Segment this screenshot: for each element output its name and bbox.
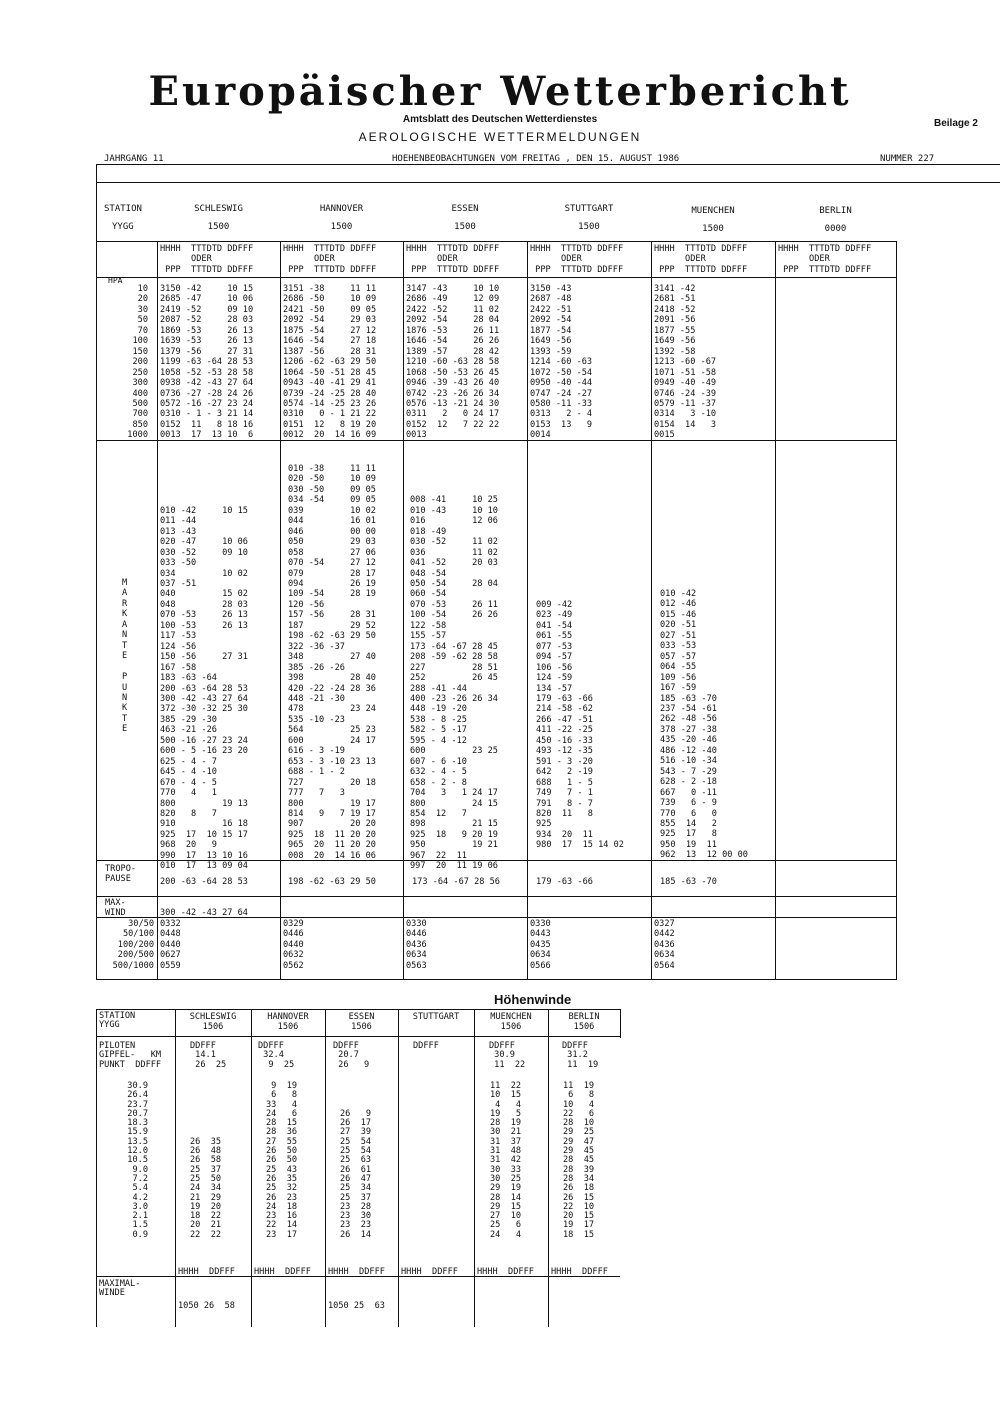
tropopause-value: 198 -62 -63 29 50 <box>288 877 376 887</box>
hw-station-time: 1506 <box>573 1022 595 1032</box>
significant-points-data: 009 -42 023 -49 041 -54 061 -55 077 -53 094 -57 106 -56 124 -59 134 -57 179 -63 -66 214 -58 -62 266 -47 -51 411 -22 -25 450 -16 -33 493 -12 -35 591 - 3 -20 642 2 -19 688 1 - 5 749 7 - 1 791 8 - 7 820 11 8 925 934 20 11 980 17 15 14 02 <box>536 599 624 851</box>
wind-heights: 30.9 26.4 23.7 20.7 18.3 15.9 13.5 12.0 10.5 9.0 7.2 5.4 4.2 3.0 2.1 1.5 0.9 <box>127 1081 148 1240</box>
hw-station-name: SCHLESWIG <box>189 1012 237 1022</box>
pilot-values: DDFFF 14.1 26 25 <box>190 1041 227 1070</box>
page-title: Europäischer Wetterbericht <box>148 68 852 115</box>
hw-station-name: HANNOVER <box>267 1012 309 1022</box>
significant-points-data: 008 -41 10 25 010 -43 10 10 016 12 06 018 -49 030 -52 11 02 036 11 02 041 -52 20 03 048 -54 050 -54 28 04 060 -54 070 -53 26 11 100 -54 26 26 122 -58 155 -57 173 -64 -67 28 45 208 -59 -62 28 58 227 28 51 252 26 45 288 -41 -44 400 -23 -26 26 34 448 -19 -20 538 - 8 -25 582 - 5 -17 595 - 4 -12 600 23 25 607 - 6 -10 632 - 4 - 5 658 - 2 - 8 704 3 1 24 17 800 24 15 854 12 7 898 21 15 925 18 9 20 19 950 19 21 967 22 11 997 20 11 19 06 <box>410 495 498 872</box>
column-code-header: HHHH TTTDTD DDFFF ODER PPP TTTDTD DDFFF <box>530 244 624 275</box>
hw-station-name: MUENCHEN <box>490 1012 532 1022</box>
max-wind-header: HHHH DDFFF <box>401 1267 458 1277</box>
standard-level-data: 3150 -42 10 15 2685 -47 10 06 2419 -52 09 10 2087 -52 28 03 1869 -53 26 13 1639 -53 26 13 1379 -56 27 31 1199 -63 -64 28 53 1058 -52 -53 28 58 0938 -42 -43 27 64 0736 -27 -28 24 26 0572 -16 -27 23 24 0310 - 1 - 3 21 14 0152 11 8 18 16 0013 17 13 10 6 <box>160 284 254 441</box>
column-code-header: HHHH TTTDTD DDFFF ODER PPP TTTDTD DDFFF <box>406 244 500 275</box>
jahrgang-label: JAHRGANG 11 <box>104 154 164 164</box>
significant-points-data: 010 -38 11 11 020 -50 10 09 030 -50 09 05 034 -54 09 05 039 10 02 044 16 01 046 00 00 050 29 03 058 27 06 070 -54 27 12 079 28 17 094 26 19 109 -54 28 19 120 -56 157 -56 28 31 187 29 52 198 -62 -63 29 50 322 -36 -37 348 27 40 385 -26 -26 398 28 40 420 -22 -24 28 36 448 -21 -30 478 23 24 535 -10 -23 564 25 23 600 24 17 616 - 3 -19 653 - 3 -10 23 13 688 - 1 - 2 727 20 18 777 7 3 800 19 17 814 9 7 19 17 907 20 20 925 18 11 20 20 965 20 11 20 20 008 20 14 16 06 <box>288 464 376 861</box>
station-time: 1500 <box>330 222 353 232</box>
wind-values: 26 35 26 48 26 58 25 37 25 50 24 34 21 29 19 20 18 22 20 21 22 22 <box>190 1136 222 1240</box>
max-wind-header: HHHH DDFFF <box>254 1267 311 1277</box>
wind-values: 11 19 6 8 10 4 22 6 28 10 29 25 29 47 29 45 28 45 28 39 28 34 26 18 26 15 22 10 20 15 19 17 18 15 <box>563 1081 595 1240</box>
column-code-header: HHHH TTTDTD DDFFF ODER PPP TTTDTD DDFFF <box>654 244 748 275</box>
hoehenwinde-title: Höhenwinde <box>494 992 572 1007</box>
observation-date: HOEHENBEOBACHTUNGEN VOM FREITAG , DEN 15. AUGUST 1986 <box>392 154 680 164</box>
max-wind-value: 1050 25 63 <box>328 1301 385 1311</box>
maxwind-value: 300 -42 -43 27 64 <box>160 908 248 918</box>
page-subtitle: Amtsblatt des Deutschen Wetterdienstes <box>402 114 598 125</box>
standard-level-data: 3141 -42 2681 -51 2418 -52 2091 -56 1877 -55 1649 -56 1392 -58 1213 -60 -67 1071 -51 -58 0949 -40 -49 0746 -24 -39 0579 -11 -37 0314 3 -10 0154 14 3 0015 <box>654 284 717 441</box>
station-time: 1500 <box>578 222 600 232</box>
pilot-values: DDFFF 30.9 11 22 <box>489 1041 526 1070</box>
layer-values: 0330 0443 0435 0634 0566 <box>530 919 551 971</box>
layer-values: 0332 0448 0440 0627 0559 <box>160 919 181 971</box>
station-name: SCHLESWIG <box>194 204 243 214</box>
station-name: ESSEN <box>451 204 479 214</box>
yygg-label: YYGG <box>112 222 134 232</box>
wind-values: 26 9 26 17 27 39 25 54 25 54 25 63 26 61 26 47 25 34 25 37 23 28 23 30 23 23 26 14 <box>340 1108 372 1240</box>
hw-station-time: 1506 <box>500 1022 522 1032</box>
standard-level-data: 3150 -43 2687 -48 2422 -51 2092 -54 1877 -54 1649 -56 1393 -59 1214 -60 -63 1072 -50 -54 0950 -40 -44 0747 -24 -27 0580 -11 -33 0313 2 - 4 0153 13 9 0014 <box>530 284 593 441</box>
tropopause-value: 200 -63 -64 28 53 <box>160 877 248 887</box>
max-wind-header: HHHH DDFFF <box>328 1267 385 1277</box>
pressure-levels: 10 20 30 50 70 100 150 200 250 300 400 500 700 850 1000 <box>127 284 148 441</box>
max-wind-header: HHHH DDFFF <box>477 1267 534 1277</box>
layer-values: 0329 0446 0440 0632 0562 <box>283 919 304 971</box>
issue-number: NUMMER 227 <box>880 154 935 164</box>
max-wind-header: HHHH DDFFF <box>551 1267 608 1277</box>
station-time: 1500 <box>702 224 724 234</box>
station-name: HANNOVER <box>319 204 364 214</box>
section-title: AEROLOGISCHE WETTERMELDUNGEN <box>358 130 642 144</box>
pilot-values: DDFFF 32.4 9 25 <box>258 1041 295 1070</box>
hw-station-name: ESSEN <box>348 1012 375 1022</box>
hw-station-label: STATION YYGG <box>99 1011 136 1031</box>
standard-level-data: 3151 -38 11 11 2686 -50 10 09 2421 -50 09 05 2092 -54 29 03 1875 -54 27 12 1646 -54 27 18 1387 -56 28 31 1206 -62 -63 29 50 1064 -50 -51 28 45 0943 -40 -41 29 41 0739 -24 -25 28 40 0574 -14 -25 23 26 0310 0 - 1 21 22 0151 12 8 19 20 0012 20 14 16 09 <box>283 284 377 441</box>
tropopause-label: TROPO- PAUSE <box>105 864 137 885</box>
station-label: STATION <box>104 204 142 214</box>
pilot-label: PILOTEN GIPFEL- KM PUNKT DDFFF <box>99 1041 162 1070</box>
max-wind-value: 1050 26 58 <box>178 1301 235 1311</box>
column-code-header: HHHH TTTDTD DDFFF ODER PPP TTTDTD DDFFF <box>778 244 872 275</box>
station-name: BERLIN <box>819 206 852 216</box>
pilot-values: DDFFF <box>413 1041 439 1051</box>
hw-station-name: STUTTGART <box>412 1012 460 1022</box>
standard-level-data: 3147 -43 10 10 2686 -49 12 09 2422 -52 11 02 2092 -54 28 04 1876 -53 26 11 1646 -54 26 26 1389 -57 28 42 1210 -60 -63 28 58 1068 -50 -53 26 45 0946 -39 -43 26 40 0742 -23 -26 26 34 0576 -13 -21 24 30 0311 2 0 24 17 0152 12 7 22 22 0013 <box>406 284 500 441</box>
column-code-header: HHHH TTTDTD DDFFF ODER PPP TTTDTD DDFFF <box>160 244 254 275</box>
pilot-values: DDFFF 31.2 11 19 <box>562 1041 599 1070</box>
tropopause-value: 173 -64 -67 28 56 <box>412 877 500 887</box>
pilot-values: DDFFF 20.7 26 9 <box>333 1041 370 1070</box>
layer-values: 0330 0446 0436 0634 0563 <box>406 919 427 971</box>
station-time: 1500 <box>207 222 230 232</box>
wind-values: 11 22 10 15 4 4 19 5 28 19 30 21 31 37 31 48 31 42 30 33 30 25 29 19 28 14 29 15 27 10 25 6 24 4 <box>490 1081 522 1240</box>
maxwind-label: MAX- WIND <box>105 898 126 919</box>
wind-values: 9 19 6 8 33 4 24 6 28 15 28 36 27 55 26 50 26 50 25 43 26 35 25 32 26 23 24 18 23 16 22 14 23 17 <box>266 1081 298 1240</box>
significant-points-data: 010 -42 10 15 011 -44 013 -43 020 -47 10 06 030 -52 09 10 033 -50 034 10 02 037 -51 040 15 02 048 28 03 070 -53 26 13 100 -53 26 13 117 -53 124 -56 150 -56 27 31 167 -58 183 -63 -64 200 -63 -64 28 53 300 -42 -43 27 64 372 -30 -32 25 30 385 -29 -30 463 -21 -26 500 -16 -27 23 24 600 - 5 -16 23 20 625 - 4 - 7 645 - 4 -10 670 - 4 - 5 770 4 1 800 19 13 820 8 7 910 16 18 925 17 10 15 17 968 20 9 990 17 13 10 16 010 17 13 09 04 <box>160 505 248 872</box>
tropopause-value: 185 -63 -70 <box>660 877 717 887</box>
hw-station-time: 1506 <box>202 1022 224 1032</box>
hw-station-time: 1506 <box>351 1022 372 1032</box>
station-time: 1500 <box>454 222 476 232</box>
hpa-label: HPA <box>108 276 123 285</box>
tropopause-value: 179 -63 -66 <box>536 877 593 887</box>
beilage-label: Beilage 2 <box>934 118 978 129</box>
merkmal-punkte-label: M A R K A N T E P U N K T E <box>122 578 128 735</box>
hw-station-name: BERLIN <box>568 1012 600 1022</box>
max-wind-label: MAXIMAL- WINDE <box>99 1279 141 1299</box>
station-name: STUTTGART <box>564 204 614 214</box>
max-wind-header: HHHH DDFFF <box>178 1267 235 1277</box>
station-name: MUENCHEN <box>691 206 735 216</box>
significant-points-data: 010 -42 012 -46 015 -46 020 -51 027 -51 033 -53 057 -57 064 -55 109 -56 167 -59 185 -63 -70 237 -54 -61 262 -48 -56 378 -27 -38 435 -20 -46 486 -12 -40 516 -10 -34 543 - 7 -29 628 - 2 -18 667 0 -11 739 6 - 9 770 6 0 855 14 2 925 17 8 950 19 11 962 13 12 00 00 <box>660 588 748 861</box>
station-time: 0000 <box>824 224 847 234</box>
layer-labels: 30/50 50/100 100/200 200/500 500/1000 <box>112 919 154 971</box>
hw-station-time: 1506 <box>277 1022 299 1032</box>
column-code-header: HHHH TTTDTD DDFFF ODER PPP TTTDTD DDFFF <box>283 244 377 275</box>
layer-values: 0327 0442 0436 0634 0564 <box>654 919 675 971</box>
